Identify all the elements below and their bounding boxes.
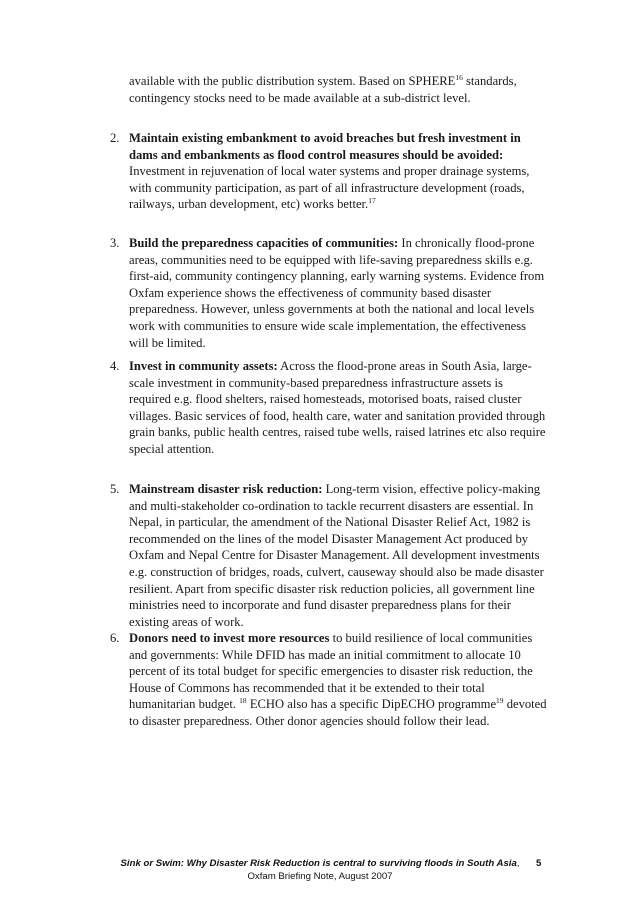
list-item-text: Investment in rejuvenation of local water systems and proper drainage systems, with community participation, as part of all infrastructure development (roads, railways, urban development, etc) works better. (129, 164, 530, 212)
list-item-body (129, 358, 547, 458)
footnote-ref-16[interactable]: 16 (455, 73, 463, 82)
footer-subtitle: , Oxfam Briefing Note, August 2007 (247, 858, 520, 882)
list-item-2 (110, 130, 550, 213)
footnote-ref-18[interactable]: 18 (239, 696, 247, 706)
page-footer (120, 857, 520, 883)
list-item-heading: Mainstream disaster risk reduction: (129, 482, 323, 496)
list-item-number: 6. (110, 631, 120, 645)
list-item-heading: Maintain existing embankment to avoid breaches but fresh investment in dams and embankments as flood control measures should be avoided: (129, 131, 521, 162)
list-item-text: In chronically flood-prone areas, communities need to be equipped with life-saving preparedness skills e.g. first-aid, community contingency planning, early warning systems. Evidence from Oxfam experience shows the effectiveness of community based disaster preparedness. However, unless governments at both the national and local levels work with communities to ensure wide scale implementation, the effectiveness will be limited. (129, 236, 545, 350)
footnote-ref-17[interactable]: 17 (368, 196, 376, 206)
intro-paragraph (129, 73, 547, 106)
list-item-text: Across the flood-prone areas in South Asia, large-scale investment in community-based preparedness infrastructure assets is required e.g. flood shelters, raised homesteads, motorised boats, raised cluster villages. Basic services of food, health care, water and sanitation provided through grain banks, public health centres, raised tube wells, raised latrines etc also require special attention. (129, 359, 546, 456)
list-item-number: 2. (110, 131, 120, 145)
list-item-4 (110, 358, 550, 458)
page-number: 5 (536, 858, 542, 869)
footer-title: Sink or Swim: Why Disaster Risk Reduction is central to surviving floods in South Asia (120, 858, 517, 869)
list-item-body (129, 235, 547, 351)
list-item-body (129, 630, 547, 730)
list-item-text-a: to build resilience of local communities and governments: While DFID has made an initial commitment to allocate 10 percent of its total budget for specific emergencies to disaster risk reduction, the House of Commons has recommended that it be extended to their total humanitarian budget. (129, 631, 533, 712)
intro-text-a: available with the public distribution system. Based on SPHERE (129, 74, 456, 88)
list-item-heading: Donors need to invest more resources (129, 631, 330, 645)
intro-text-b: standards, contingency stocks need to be made available at a sub-district level. (129, 74, 517, 105)
footnote-ref-19[interactable]: 19 (496, 696, 504, 706)
list-item-number: 3. (110, 236, 120, 250)
list-item-text-b: ECHO also has a specific DipECHO programme (246, 697, 497, 712)
list-item-5 (110, 481, 550, 630)
list-item-6 (110, 630, 550, 730)
list-item-body (129, 130, 547, 213)
list-item-heading: Invest in community assets: (129, 359, 278, 373)
list-item-number: 4. (110, 359, 120, 373)
list-item-number: 5. (110, 482, 120, 496)
list-item-body (129, 481, 547, 630)
list-item-text-c: devoted to disaster preparedness. Other donor agencies should follow their lead. (129, 697, 547, 728)
list-item-text: Long-term vision, effective policy-making and multi-stakeholder co-ordination to tackle recurrent disasters are essential. In Nepal, in particular, the amendment of the National Disaster Relief Act, 1982 is recommended on the lines of the model Disaster Management Act produced by Oxfam and Nepal Centre for Disaster Management. All development investments e.g. construction of bridges, roads, culvert, causeway should also be made disaster resilient. Apart from specific disaster risk reduction policies, all government line ministries need to incorporate and fund disaster preparedness plans for their existing areas of work. (129, 482, 544, 629)
list-item-heading: Build the preparedness capacities of communities: (129, 236, 399, 250)
list-item-3 (110, 235, 550, 351)
